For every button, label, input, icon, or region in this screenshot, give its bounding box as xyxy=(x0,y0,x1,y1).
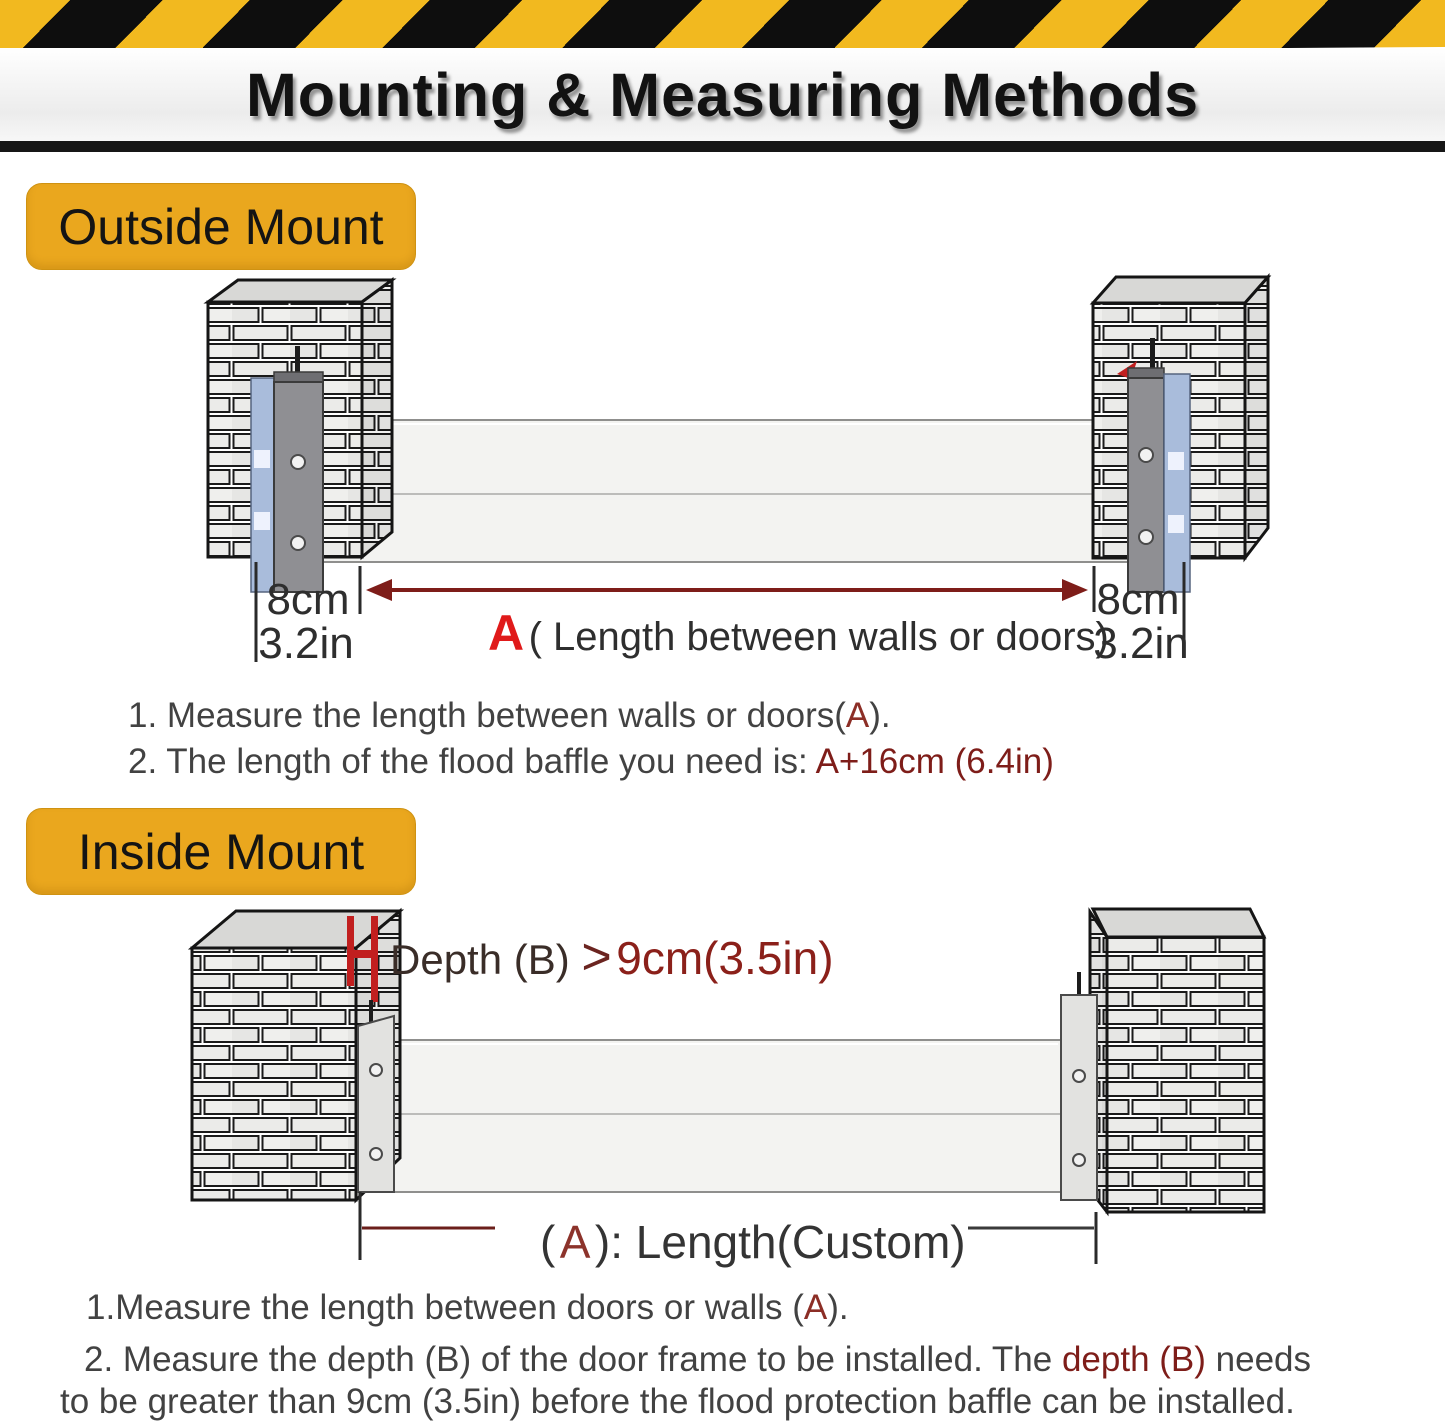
page-title: Mounting & Measuring Methods xyxy=(245,60,1200,129)
mounting-channel-left xyxy=(274,372,323,592)
screw-hole xyxy=(1139,448,1153,462)
screw-hole xyxy=(370,1148,382,1160)
mounting-plate-left xyxy=(358,1016,394,1192)
left-offset-in: 3.2in xyxy=(258,619,354,668)
screw-hole xyxy=(1073,1070,1085,1082)
right-offset-in: 3.2in xyxy=(1093,619,1189,668)
length-annotation xyxy=(540,1216,966,1268)
step-text: 2. The length of the flood baffle you need is: xyxy=(128,742,816,781)
step-highlight: A xyxy=(803,1288,828,1327)
screw-hole xyxy=(370,1064,382,1076)
length-post: ): Length(Custom) xyxy=(594,1216,966,1268)
title-band xyxy=(0,48,1445,141)
flood-barrier-panel xyxy=(323,420,1130,562)
span-label-text: ( Length between walls or doors) xyxy=(528,615,1109,659)
span-label xyxy=(488,605,1109,661)
right-brick-pillar xyxy=(1093,277,1268,592)
right-offset-cm: 8cm xyxy=(1096,575,1180,624)
span-letter-A: A xyxy=(488,605,525,661)
inside-measurements xyxy=(360,1192,1096,1268)
mounting-channel-right xyxy=(1128,368,1164,592)
step-text: needs xyxy=(1205,1340,1312,1379)
outside-step-2 xyxy=(128,742,1054,782)
seal-strip-left xyxy=(251,378,274,592)
inside-mount-label: Inside Mount xyxy=(26,808,416,895)
step-highlight: depth (B) xyxy=(1061,1340,1206,1379)
left-offset-cm: 8cm xyxy=(266,575,350,624)
outside-measurements xyxy=(256,562,1189,668)
step-text: 1. Measure the length between walls or doors( xyxy=(128,696,846,735)
depth-label: Depth (B) xyxy=(390,936,582,983)
wall-anchor-line xyxy=(1077,972,1081,996)
outside-mount-diagram xyxy=(0,270,1445,670)
length-pre: ( xyxy=(540,1216,556,1268)
depth-annotation xyxy=(390,928,834,986)
screw-hole xyxy=(291,536,305,550)
right-brick-pillar xyxy=(1061,909,1264,1212)
length-letter-A: A xyxy=(559,1216,591,1268)
banner-divider-bar xyxy=(0,141,1445,152)
inside-step-1 xyxy=(86,1288,849,1328)
mounting-plate-right xyxy=(1061,995,1097,1200)
step-text: 1.Measure the length between doors or walls ( xyxy=(86,1288,804,1327)
step-text: ). xyxy=(869,696,891,735)
seal-strip-right xyxy=(1164,374,1190,592)
step-text: 2. Measure the depth (B) of the door frame to be installed. The xyxy=(84,1340,1062,1379)
greater-than-sign: > xyxy=(581,928,612,986)
screw-hole xyxy=(291,455,305,469)
inside-mount-diagram xyxy=(0,895,1445,1275)
step-text: to be greater than 9cm (3.5in) before the flood protection baffle can be installed. xyxy=(60,1382,1295,1421)
screw-hole xyxy=(1073,1154,1085,1166)
inside-step-2-line-1 xyxy=(84,1340,1311,1380)
screw-hole xyxy=(1139,530,1153,544)
outside-mount-label: Outside Mount xyxy=(26,183,416,270)
inside-step-2-line-2 xyxy=(60,1382,1295,1422)
step-highlight: A xyxy=(845,696,870,735)
left-brick-pillar xyxy=(208,280,392,592)
depth-value: 9cm(3.5in) xyxy=(616,932,834,984)
left-brick-pillar xyxy=(192,911,400,1200)
flood-barrier-panel xyxy=(394,1040,1061,1192)
step-highlight: A+16cm (6.4in) xyxy=(815,742,1054,781)
step-text: ). xyxy=(827,1288,849,1327)
outside-step-1 xyxy=(128,696,891,736)
